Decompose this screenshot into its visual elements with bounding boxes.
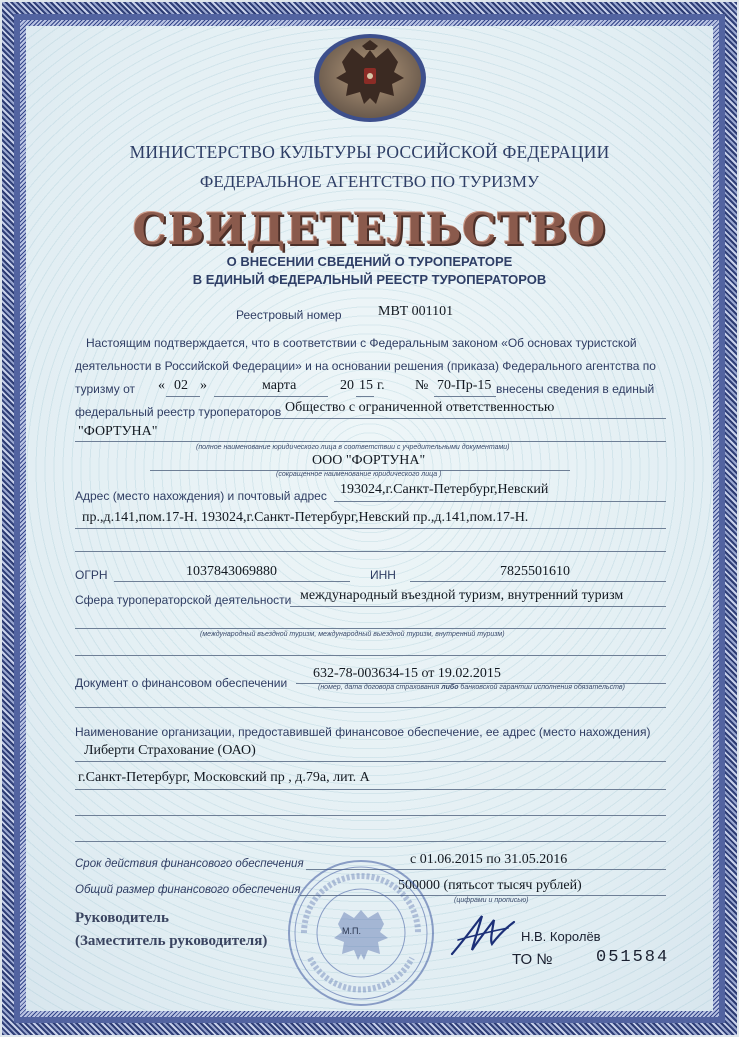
- inn-value: 7825501610: [500, 564, 570, 579]
- address-line1: 193024,г.Санкт-Петербург,Невский: [340, 482, 549, 497]
- date-month: марта: [262, 378, 297, 393]
- financial-document-value: 632-78-003634-15 от 19.02.2015: [313, 666, 501, 681]
- term-value: с 01.06.2015 по 31.05.2016: [410, 852, 568, 867]
- order-number-sign: №: [415, 378, 429, 393]
- deputy-label: (Заместитель руководителя): [75, 933, 268, 949]
- handwritten-signature: [448, 910, 518, 960]
- date-year-unit: г.: [377, 378, 385, 393]
- amount-label: Общий размер финансового обеспечения: [75, 884, 301, 896]
- ogrn-value: 1037843069880: [186, 564, 277, 579]
- insurer-label: Наименование организации, предоставившей финансовое обеспечение, ее адрес (место нахождения): [75, 725, 651, 739]
- confirmation-text-line3-prefix: туризму от: [75, 382, 135, 396]
- registry-number-label: Реестровый номер: [236, 308, 342, 322]
- confirmation-text-line4: федеральный реестр туроператоров: [75, 405, 282, 419]
- term-label: Срок действия финансового обеспечения: [75, 858, 304, 870]
- ministry-title: МИНИСТЕРСТВО КУЛЬТУРЫ РОССИЙСКОЙ ФЕДЕРАЦИИ: [129, 142, 610, 162]
- insurer-address: г.Санкт-Петербург, Московский пр , д.79а, лит. А: [78, 770, 370, 785]
- company-full-name: Общество с ограниченной ответственностью: [285, 400, 555, 415]
- coat-of-arms-icon: [312, 32, 428, 124]
- full-name-hint: (полное наименование юридического лица в соответствии с учредительными документами): [196, 444, 510, 451]
- ogrn-label: ОГРН: [75, 568, 108, 582]
- head-label: Руководитель: [75, 910, 169, 926]
- confirmation-text-line3-suffix: внесены сведения в единый: [496, 382, 655, 396]
- date-year-suffix: 15: [359, 378, 373, 393]
- confirmation-text-line2: деятельности в Российской Федерации» и на основании решения (приказа) Федерального агентства по: [75, 359, 656, 373]
- serial-number: 051584: [596, 948, 670, 967]
- document-title: СВИДЕТЕЛЬСТВО: [132, 205, 607, 255]
- signatory-name: Н.В. Королёв: [521, 929, 601, 944]
- document-subtitle-line2: В ЕДИНЫЙ ФЕДЕРАЛЬНЫЙ РЕЕСТР ТУРОПЕРАТОРОВ: [192, 272, 547, 287]
- inn-label: ИНН: [370, 568, 396, 582]
- financial-document-hint: (номер, дата договора страхования либо банковской гарантии исполнения обязательств): [318, 684, 625, 691]
- short-name-hint: (сокращенное наименование юридического лица ): [276, 471, 442, 478]
- date-year-prefix: 20: [340, 378, 354, 393]
- company-full-name-cont: "ФОРТУНА": [78, 424, 158, 439]
- confirmation-text-line1: Настоящим подтверждается, что в соответствии с Федеральным законом «Об основах туристской: [86, 336, 637, 350]
- scope-label: Сфера туроператорской деятельности: [75, 593, 292, 607]
- company-short-name: ООО "ФОРТУНА": [312, 453, 426, 468]
- stamp-mark: М.П.: [342, 926, 361, 936]
- scope-value: международный въездной туризм, внутренний туризм: [300, 588, 624, 603]
- insurer-name: Либерти Страхование (ОАО): [84, 743, 256, 758]
- registry-number-value: МВТ 001101: [378, 304, 454, 319]
- serial-label: ТО №: [512, 951, 553, 968]
- amount-value: 500000 (пятьсот тысяч рублей): [398, 878, 582, 893]
- official-stamp: [286, 858, 436, 1008]
- financial-document-label: Документ о финансовом обеспечении: [75, 676, 288, 690]
- order-number: 70-Пр-15: [437, 378, 492, 393]
- amount-hint: (цифрами и прописью): [454, 897, 529, 904]
- address-line2: пр.,д.141,пом.17-Н. 193024,г.Санкт-Петербург,Невский пр.,д.141,пом.17-Н.: [82, 510, 529, 525]
- agency-title: ФЕДЕРАЛЬНОЕ АГЕНТСТВО ПО ТУРИЗМУ: [199, 172, 540, 191]
- date-day: 02: [174, 378, 188, 393]
- scope-hint: (международный въездной туризм, международный выездной туризм, внутренний туризм): [200, 631, 505, 638]
- date-quote-close: »: [200, 378, 207, 393]
- document-subtitle-line1: О ВНЕСЕНИИ СВЕДЕНИЙ О ТУРОПЕРАТОРЕ: [226, 254, 513, 269]
- date-quote-open: «: [158, 378, 165, 393]
- address-label: Адрес (место нахождения) и почтовый адрес: [75, 489, 327, 503]
